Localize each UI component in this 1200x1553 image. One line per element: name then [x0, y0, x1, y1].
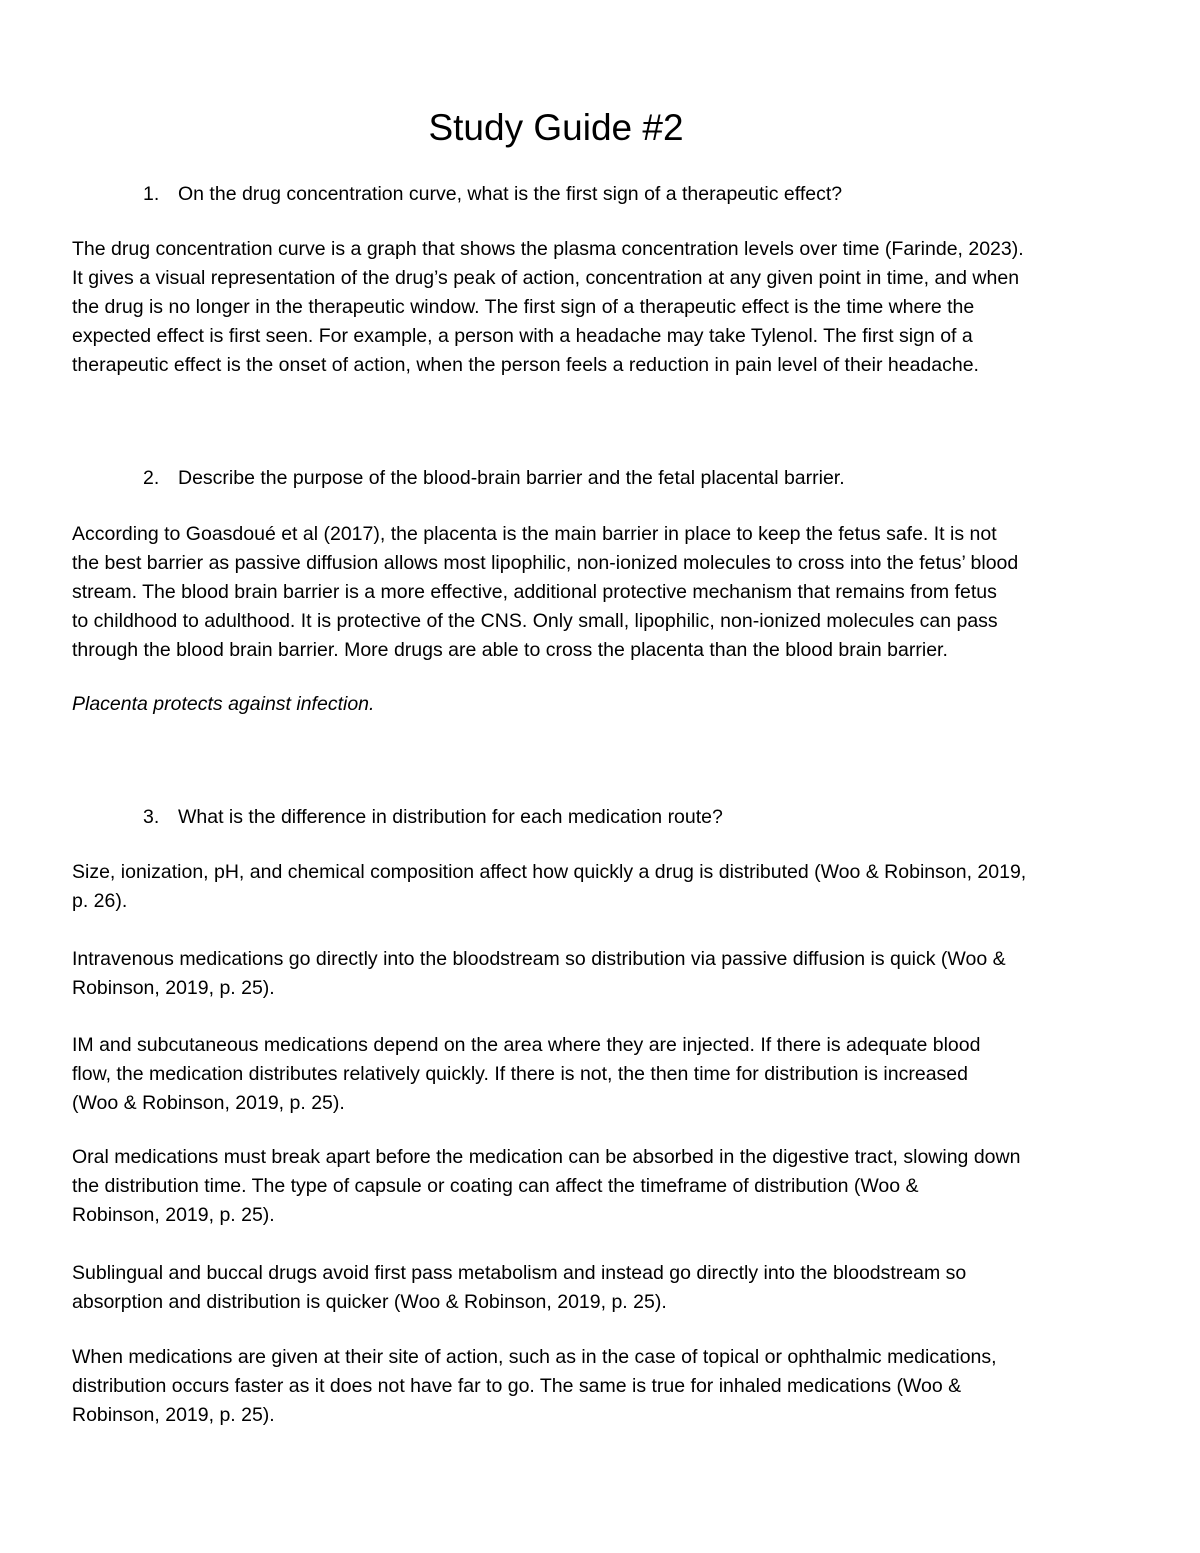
text-line: It gives a visual representation of the drug’s peak of action, concentration at any given point in time, and when — [72, 267, 1020, 289]
question-2 — [143, 464, 845, 493]
text-line: Placenta protects against infection. — [72, 693, 375, 715]
page-title: Study Guide #2 — [428, 107, 684, 148]
text-line: Robinson, 2019, p. 25). — [72, 1404, 275, 1426]
text-line: The drug concentration curve is a graph that shows the plasma concentration levels over time (Farinde, 2023). — [72, 238, 1024, 260]
answer-3-paragraph-2 — [72, 945, 1132, 1003]
answer-3-paragraph-4 — [72, 1143, 1132, 1230]
answer-3-paragraph-5 — [72, 1259, 1132, 1317]
text-line: Oral medications must break apart before the medication can be absorbed in the digestive tract, slowing down — [72, 1146, 1021, 1168]
answer-3-paragraph-1 — [72, 858, 1132, 916]
question-number: 1. — [143, 183, 160, 205]
text-line: therapeutic effect is the onset of action, when the person feels a reduction in pain level of their headache. — [72, 354, 979, 376]
text-line: stream. The blood brain barrier is a more effective, additional protective mechanism that remains from fetus — [72, 581, 997, 603]
answer-3-paragraph-3 — [72, 1031, 1132, 1118]
answer-2-paragraph-1 — [72, 520, 1132, 665]
text-line: p. 26). — [72, 890, 128, 912]
text-line: the distribution time. The type of capsule or coating can affect the timeframe of distribution (Woo & — [72, 1175, 919, 1197]
answer-2-note — [72, 690, 1132, 719]
text-line: Size, ionization, pH, and chemical composition affect how quickly a drug is distributed (Woo & Robinson, 2019, — [72, 861, 1027, 883]
text-line: the best barrier as passive diffusion allows most lipophilic, non-ionized molecules to cross into the fetus’ blood — [72, 552, 1019, 574]
text-line: Sublingual and buccal drugs avoid first pass metabolism and instead go directly into the bloodstream so — [72, 1262, 967, 1284]
text-line: through the blood brain barrier. More drugs are able to cross the placenta than the blood brain barrier. — [72, 639, 948, 661]
text-line: Intravenous medications go directly into the bloodstream so distribution via passive diffusion is quick (Woo & — [72, 948, 1006, 970]
text-line: expected effect is first seen. For example, a person with a headache may take Tylenol. The first sign of a — [72, 325, 973, 347]
answer-3-paragraph-6 — [72, 1343, 1132, 1430]
question-text: On the drug concentration curve, what is the first sign of a therapeutic effect? — [178, 183, 843, 205]
text-line: When medications are given at their site of action, such as in the case of topical or ophthalmic medications, — [72, 1346, 997, 1368]
question-number: 3. — [143, 806, 160, 828]
text-line: distribution occurs faster as it does not have far to go. The same is true for inhaled medications (Woo & — [72, 1375, 962, 1397]
text-line: Robinson, 2019, p. 25). — [72, 977, 275, 999]
text-line: to childhood to adulthood. It is protective of the CNS. Only small, lipophilic, non-ionized molecules can pass — [72, 610, 998, 632]
text-line: IM and subcutaneous medications depend on the area where they are injected. If there is adequate blood — [72, 1034, 981, 1056]
question-text: What is the difference in distribution for each medication route? — [178, 806, 723, 828]
text-line: flow, the medication distributes relatively quickly. If there is not, the then time for distribution is increased — [72, 1063, 968, 1085]
text-line: According to Goasdoué et al (2017), the placenta is the main barrier in place to keep the fetus safe. It is not — [72, 523, 997, 545]
text-line: the drug is no longer in the therapeutic window. The first sign of a therapeutic effect is the time where the — [72, 296, 975, 318]
question-text: Describe the purpose of the blood-brain barrier and the fetal placental barrier. — [178, 467, 845, 489]
question-number: 2. — [143, 467, 160, 489]
answer-1-paragraph-1 — [72, 235, 1132, 380]
text-line: Robinson, 2019, p. 25). — [72, 1204, 275, 1226]
text-line: (Woo & Robinson, 2019, p. 25). — [72, 1092, 345, 1114]
text-line: absorption and distribution is quicker (Woo & Robinson, 2019, p. 25). — [72, 1291, 667, 1313]
question-1 — [143, 180, 842, 209]
question-3 — [143, 803, 723, 832]
